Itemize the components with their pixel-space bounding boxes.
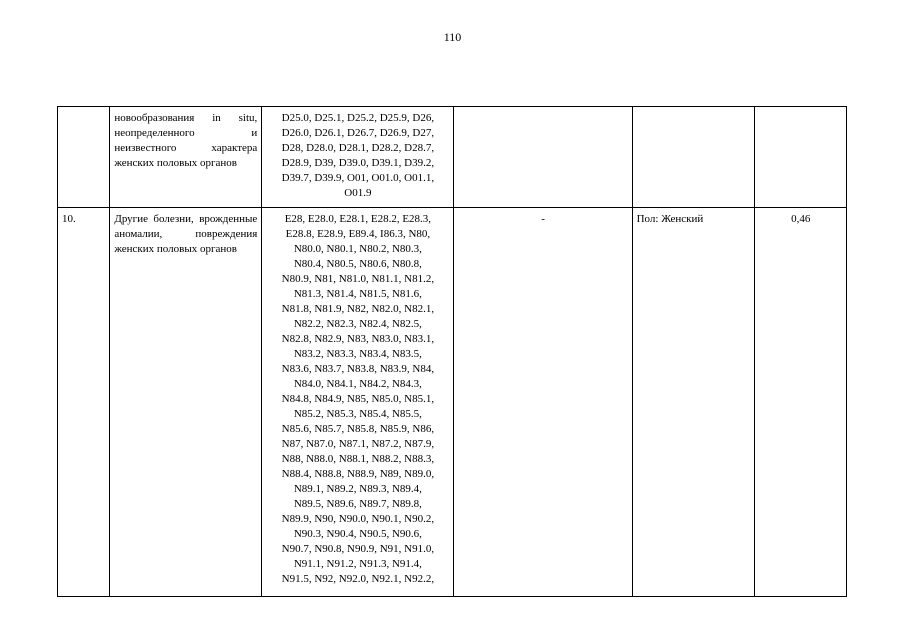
coefficient-cell: 0,46 (755, 208, 847, 597)
row-number-cell (58, 107, 110, 208)
classification-table (57, 106, 847, 597)
row-number-cell: 10. (58, 208, 110, 597)
disease-group-name-cell: новообразования in situ, неопределенного и неизвестного характера женских половых органов (110, 107, 262, 208)
icd-codes-cell: D25.0, D25.1, D25.2, D25.9, D26, D26.0, D26.1, D26.7, D26.9, D27, D28, D28.0, D28.1, D28.2, D28.7, D28.9, D39, D39.0, D39.1, D39.2, D39.7, D39.9, O01, O01.0, O01.1, O01.9 (262, 107, 454, 208)
table-row (58, 107, 847, 208)
procedure-codes-cell: - (454, 208, 632, 597)
coefficient-cell (755, 107, 847, 208)
procedure-codes-cell (454, 107, 632, 208)
page-number: 110 (443, 30, 462, 44)
additional-criteria-cell (632, 107, 755, 208)
additional-criteria-cell: Пол: Женский (632, 208, 755, 597)
icd-codes-cell: E28, E28.0, E28.1, E28.2, E28.3, E28.8, E28.9, E89.4, I86.3, N80, N80.0, N80.1, N80.2, N80.3, N80.4, N80.5, N80.6, N80.8, N80.9, N81, N81.0, N81.1, N81.2, N81.3, N81.4, N81.5, N81.6, N81.8, N81.9, N82, N82.0, N82.1, N82.2, N82.3, N82.4, N82.5, N82.8, N82.9, N83, N83.0, N83.1, N83.2, N83.3, N83.4, N83.5, N83.6, N83.7, N83.8, N83.9, N84, N84.0, N84.1, N84.2, N84.3, N84.8, N84.9, N85, N85.0, N85.1, N85.2, N85.3, N85.4, N85.5, N85.6, N85.7, N85.8, N85.9, N86, N87, N87.0, N87.1, N87.2, N87.9, N88, N88.0, N88.1, N88.2, N88.3, N88.4, N88.8, N88.9, N89, N89.0, N89.1, N89.2, N89.3, N89.4, N89.5, N89.6, N89.7, N89.8, N89.9, N90, N90.0, N90.1, N90.2, N90.3, N90.4, N90.5, N90.6, N90.7, N90.8, N90.9, N91, N91.0, N91.1, N91.2, N91.3, N91.4, N91.5, N92, N92.0, N92.1, N92.2, (262, 208, 454, 597)
disease-group-name-cell: Другие болезни, врожденные аномалии, повреждения женских половых органов (110, 208, 262, 597)
table-row (58, 208, 847, 597)
